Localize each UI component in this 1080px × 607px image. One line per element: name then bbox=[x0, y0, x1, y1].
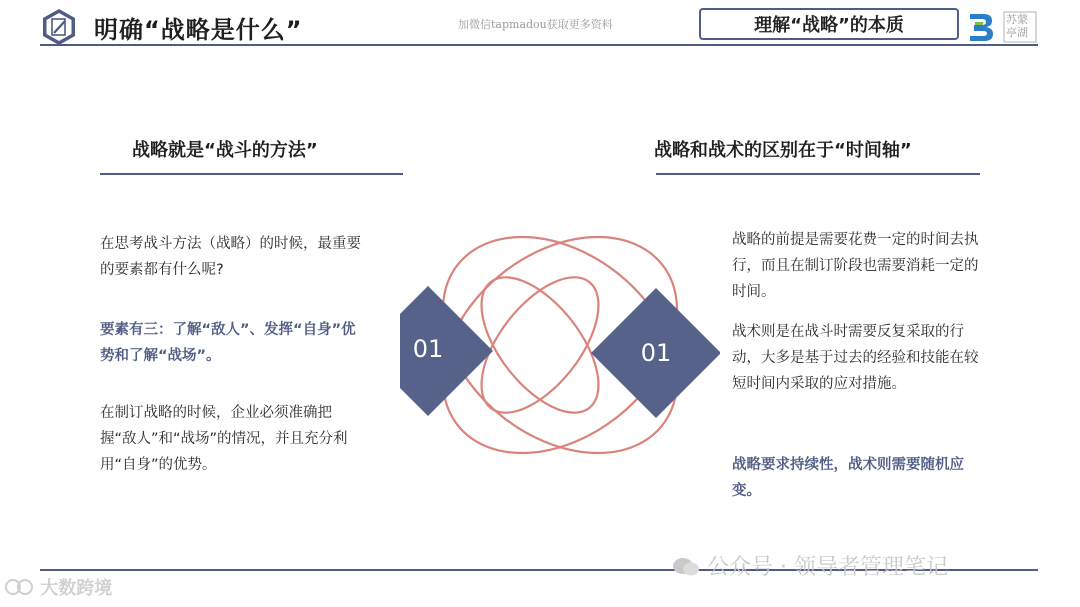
left-paragraph-3: 在制订战略的时候，企业必须准确把握“敌人”和“战场”的情况，并且充分利用“自身”的优势。 bbox=[100, 405, 348, 473]
footer-right-watermark bbox=[672, 550, 948, 581]
chat-bubble-icon bbox=[4, 578, 34, 596]
left-paragraph-1: 在思考战斗方法（战略）的时候，最重要的要素都有什么呢? bbox=[100, 236, 361, 278]
topic-box: 理解“战略”的本质 bbox=[699, 8, 959, 40]
right-section-divider bbox=[656, 173, 980, 175]
footer-left-watermark-text: 大数跨境 bbox=[40, 578, 113, 599]
left-diamond-label: 01 bbox=[412, 335, 444, 363]
brand-logo bbox=[968, 10, 1038, 44]
logo-text-line1: 苏蒙 bbox=[1006, 13, 1028, 26]
footer-left-watermark bbox=[4, 574, 112, 600]
left-section-heading: 战略就是“战斗的方法” bbox=[132, 140, 318, 161]
logo-text-line2: 亭湖 bbox=[1006, 26, 1028, 39]
right-diamond-label: 01 bbox=[640, 339, 672, 367]
left-section-divider bbox=[100, 173, 403, 175]
right-paragraph-1: 战略的前提是需要花费一定的时间去执行，而且在制订阶段也需要消耗一定的时间。 bbox=[732, 232, 979, 300]
footer-right-watermark-text: 公众号 · 领导者管理笔记 bbox=[707, 555, 948, 580]
left-paragraph-2: 要素有三：了解“敌人”、发挥“自身”优势和了解“战场”。 bbox=[100, 322, 356, 364]
right-paragraph-2: 战术则是在战斗时需要反复采取的行动，大多是基于过去的经验和技能在较短时间内采取的应对措施。 bbox=[732, 324, 979, 392]
wechat-icon bbox=[672, 556, 700, 578]
header-watermark-text: 加微信tapmadou获取更多资料 bbox=[458, 18, 613, 31]
header-divider bbox=[40, 44, 1038, 46]
right-section-heading: 战略和战术的区别在于“时间轴” bbox=[654, 140, 912, 161]
right-paragraph-3: 战略要求持续性，战术则需要随机应变。 bbox=[732, 457, 964, 499]
page-title: 明确“战略是什么” bbox=[94, 16, 303, 44]
pencil-edit-icon bbox=[40, 8, 78, 46]
